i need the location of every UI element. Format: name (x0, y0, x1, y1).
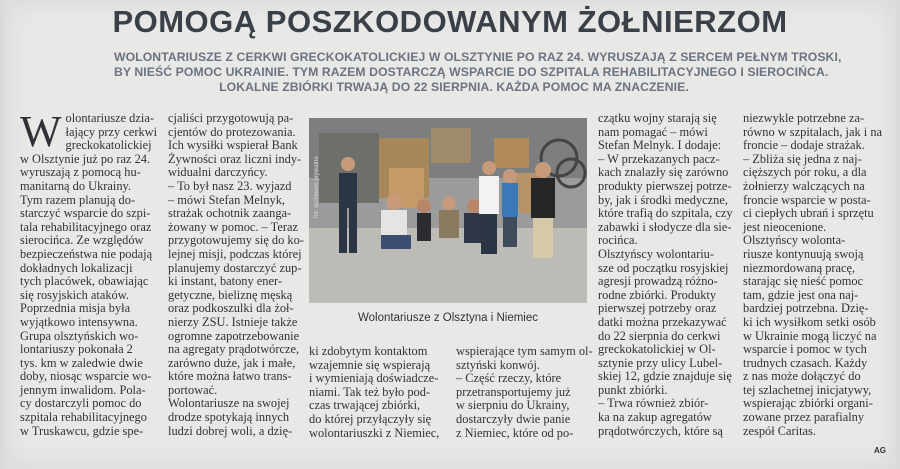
article-text-line: zowane przez parafialny (743, 410, 865, 425)
article-text-line: froncie – dodaje strażak. (743, 138, 865, 153)
article-lead (114, 50, 842, 95)
lead-line: WOLONTARIUSZE Z CERKWI GRECKOKATOLICKIEJ W OLSZTYNIE PO RAZ 24. WYRUSZAJĄ Z SERCEM PEŁNYM TROSKI, (114, 50, 842, 64)
article-text-line: planujemy dostarczyć zup- (168, 260, 302, 275)
article-text-line: starczyć wsparcie do szpi- (20, 206, 151, 221)
article-text-line: czątku wojny starają się (598, 111, 717, 125)
article-column-1 (20, 107, 160, 438)
article-text-line: oraz podkoszulki dla żoł- (168, 301, 294, 316)
lead-line: BY NIEŚĆ POMOC UKRAINIE. TYM RAZEM DOSTARCZĄ WSPARCIE DO SZPITALA REHABILITACYJNEGO I SIEROCIŃCA. (114, 65, 829, 79)
article-text-line: bezpieczeństwa nie podają (20, 246, 153, 261)
photo-caption: Wolontariusze z Olsztyna i Niemiec (357, 312, 538, 324)
article-text-line: sztynie przy ulicy Lubel- (598, 355, 723, 370)
article-text-line: trudnych czasach. Każdy (743, 355, 868, 370)
article-text-line: Tym razem planują do- (20, 192, 136, 207)
article-text-line: cjaliści przygotowują pa- (168, 111, 294, 125)
article-text-line: na agregaty prądotwórcze, (168, 342, 300, 357)
article-text-line: – Trwa również zbiór- (598, 396, 709, 411)
article-text-line: widualni darczyńcy. (168, 165, 268, 180)
article-text-line: do której przyłączyły się (309, 411, 432, 426)
article-text-line: równo w szpitalach, jak i na (743, 124, 883, 139)
article-text-line: wsparcie i pomoc w tych (743, 342, 867, 357)
article-text-line: wspierając zbiórki organi- (743, 396, 873, 411)
article-text-line: getyczne, bieliznę męską (168, 287, 293, 302)
article-text-line: Ich wysiłki wspierał Bank (168, 138, 298, 153)
article-text-line: w Truskawcu, gdzie spe- (20, 423, 144, 438)
article-text-line: w Ukrainie mogą liczyć na (743, 328, 877, 343)
article-column-5 (743, 112, 885, 438)
article-text-line: ci ciepłych ubrań i sprzętu (743, 206, 874, 221)
article-text-line: wzajemnie się wspierają (309, 357, 431, 372)
article-text-line: Grupa olsztyńskich wo- (20, 328, 139, 343)
article-text-line: tys. km w zaledwie dwie (20, 355, 143, 370)
article-text-line: w Olsztynie już po raz 24. (20, 151, 151, 166)
article-text-line: lontariuszy pokonała 2 (20, 342, 133, 357)
article-text-line: żołnierzy walczących na (743, 178, 865, 193)
article-text-line: i wymieniają doświadcze- (309, 371, 439, 386)
article-text-line: rocińca. (598, 233, 638, 248)
article-text-line: ka na zakup agregatów (598, 410, 712, 425)
article-headline: POMOGĄ POSZKODOWANYM ŻOŁNIERZOM (112, 4, 788, 39)
article-text-line: tej szlachetnej inicjatywy, (743, 382, 872, 397)
article-text-line: łający przy cerkwi (65, 124, 158, 139)
article-text-line: w sierpniu do Ukrainy, (456, 398, 570, 413)
article-text-line: datki można przekazywać (598, 314, 727, 329)
article-text-line: cjentów do protezowania. (168, 124, 296, 139)
article-text-line: wyruszają z pomocą hu- (20, 165, 141, 180)
article-text-line: greckokatolickiej w Ol- (598, 342, 716, 357)
article-text-line: sze od początku rosyjskiej (598, 260, 729, 275)
article-text-line: Żywności oraz liczni indy- (168, 151, 302, 166)
article-text-line: sztyński konwój. (456, 357, 540, 372)
article-text-line: – W przekazanych pacz- (598, 151, 720, 166)
article-text-line: nierzy ZSU. Istnieje także (168, 314, 298, 329)
article-text-line: by, jak i środki medyczne, (598, 192, 728, 207)
article-text-line: greckokatolickiej (65, 138, 152, 153)
article-column-3 (309, 345, 449, 440)
article-text-line: agresji prowadzą różno- (598, 274, 718, 289)
article-text-line: portować. (168, 382, 218, 397)
article-text-line: lejnej misji, podczas której (168, 246, 302, 261)
article-text-line: zarówno duże, jak i małe, (168, 355, 296, 370)
article-text-line: ogromne zapotrzebowanie (168, 328, 300, 343)
article-text-line: pierwszej potrzeby oraz (598, 301, 717, 316)
article-text-line: doby, niosąc wsparcie wo- (20, 369, 152, 384)
article-text-line: żowany w pomoc. – Teraz (168, 219, 298, 234)
article-text-line: tala rehabilitacyjnego oraz (20, 219, 152, 234)
article-text-line: Olsztyńscy wolontariu- (598, 246, 714, 261)
article-text-line: ki zdobytym kontaktom (309, 344, 428, 358)
article-text-line: manitarną do Ukrainy. (20, 178, 132, 193)
article-text-line: niami. Tak też było pod- (309, 384, 431, 399)
article-text-line: – To był nasz 23. wyjazd (168, 178, 292, 193)
article-text-line: produkty pierwszej potrze- (598, 178, 732, 193)
article-text-line: starając się nieść pomoc (743, 274, 864, 289)
article-text-line: przygotowujemy się do ko- (168, 233, 304, 248)
article-text-line: wspierające tym samym ol- (456, 344, 593, 358)
article-text-line: drodze spotykają innych (168, 410, 290, 425)
article-column-4-continued (456, 345, 594, 440)
article-column-4 (598, 112, 736, 438)
article-text-line: zespół Caritas. (743, 423, 816, 438)
article-text-line: ludzi dobrej woli, a dzię- (168, 423, 293, 438)
article-text-line: się rosyjskich ataków. (20, 287, 129, 302)
article-text-line: prądotwórczych, które są (598, 423, 723, 438)
article-text-line: jest nieocenione. (743, 219, 827, 234)
article-column-2 (168, 112, 306, 438)
article-text-line: przetransportujemy już (456, 384, 571, 399)
article-text-line: strażak ochotnik zaanga- (168, 206, 292, 221)
article-text-line: skiej 12, gdzie znajduje się (598, 369, 732, 384)
article-text-line: – Część rzeczy, które (456, 371, 562, 386)
article-text-line: niezmordowaną pracę, (743, 260, 856, 275)
article-text-line: Stefan Melnyk. I dodaje: (598, 138, 722, 153)
article-text-line: które można łatwo trans- (168, 369, 292, 384)
article-text-line: Olsztyńscy wolonta- (743, 233, 846, 248)
article-text-line: z nas może dołączyć do (743, 369, 861, 384)
article-text-line: riusze kontynuują swoją (743, 246, 864, 261)
article-text-line: froncie wsparcie w posta- (743, 192, 871, 207)
article-text-line: rodne zbiórki. Produkty (598, 287, 717, 302)
article-text-line: z Niemiec, które od po- (456, 425, 574, 440)
volunteers-photo-illustration (309, 118, 587, 303)
article-text-line: nam pomagać – mówi (598, 124, 708, 139)
article-text-line: – mówi Stefan Melnyk, (168, 192, 286, 207)
article-text-line: niezwykle potrzebne za- (743, 111, 865, 125)
author-signature: AG (874, 446, 886, 455)
article-text-line: punkt zbiórki. (598, 382, 668, 397)
article-text-line: ki ich wysiłkom setki osób (743, 314, 876, 329)
article-text-line: dostarczyły dwie panie (456, 411, 571, 426)
article-text-line: wyjątkowo intensywna. (20, 314, 138, 329)
article-text-line: olontariusze dzia- (65, 111, 154, 125)
article-text-line: zabawki i słodycze dla sie- (598, 219, 732, 234)
article-text-line: tam, gdzie jest ona naj- (743, 287, 859, 302)
article-text-line: które trafią do szpitala, czy (598, 206, 733, 221)
article-text-line: Poprzednia misja była (20, 301, 131, 316)
article-text-line: ki instant, batony ener- (168, 274, 282, 289)
article-text-line: czas trwającej zbiórki, (309, 398, 421, 413)
article-text-line: cy dostarczyli pomoc do (20, 396, 142, 411)
article-text-line: kach znalazły się zarówno (598, 165, 729, 180)
article-text-line: sierocińca. Ze względów (20, 233, 144, 248)
article-text-line: bardziej potrzebna. Dzię- (743, 301, 869, 316)
lead-line: LOKALNE ZBIÓRKI TRWAJĄ DO 22 SIERPNIA. KAŻDA POMOC MA ZNACZENIE. (219, 80, 689, 94)
article-text-line: Wolontariusze na swojej (168, 396, 290, 411)
photo-credit: fot. archiwum prywatne (314, 156, 320, 218)
article-text-line: szpitala rehabilitacyjnego (20, 410, 147, 425)
article-text-line: – Zbliża się jedna z naj- (743, 151, 862, 166)
volunteers-photo (309, 118, 587, 303)
article-text-line: jennym inwalidom. Pola- (20, 382, 146, 397)
newspaper-page (4, 0, 896, 469)
drop-cap: W (20, 107, 62, 156)
article-text-line: cięższych pór roku, a dla (743, 165, 867, 180)
article-text-line: do 22 sierpnia do cerkwi (598, 328, 721, 343)
article-text-line: wolontariuszki z Niemiec, (309, 425, 440, 440)
article-text-line: dokładnych lokalizacji (20, 260, 133, 275)
article-text-line: tych placówek, obawiając (20, 274, 149, 289)
